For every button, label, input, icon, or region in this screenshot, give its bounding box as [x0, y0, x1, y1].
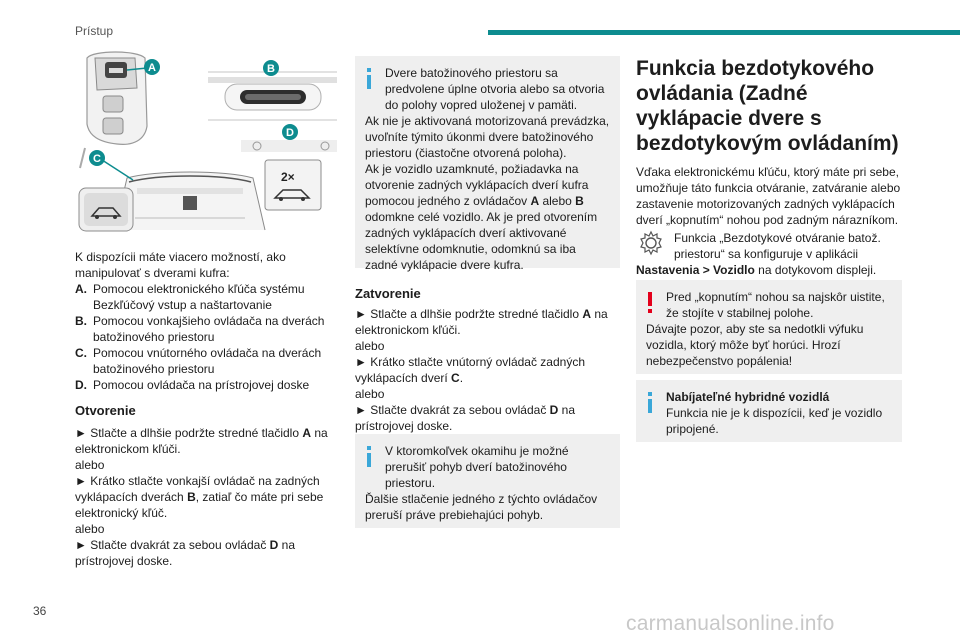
info-icon: [643, 390, 657, 414]
list-text: Pomocou elektronického kľúča systému Bezkľúčový vstup a naštartovanie: [93, 282, 305, 312]
info-text-3: [365, 161, 610, 273]
list-letter: A.: [75, 282, 87, 296]
info-text-3-post: odomkne celé vozidlo. Ak je pred otvorením zadných vyklápacích dverí aktivované selektívne odomknutie, odomknú sa iba zadné vyklápacie dvere kufra.: [365, 210, 598, 272]
interrupt-text-1: V ktoromkoľvek okamihu je možné prerušiť pohyb dverí batožinového priestoru.: [385, 444, 569, 490]
opening-heading: Otvorenie: [75, 403, 136, 418]
section-title: Funkcia bezdotykového ovládania (Zadné vyklápacie dvere s bezdotykovým ovládaním): [636, 57, 899, 155]
closing-or2: alebo: [355, 387, 385, 401]
opening-step1-bold: A: [302, 426, 312, 440]
list-text: Pomocou vnútorného ovládača na dverách batožinového priestoru: [93, 346, 322, 376]
closing-step1-post: na elektronickom kľúči.: [355, 307, 608, 337]
handsfree-intro: Vďaka elektronickému kľúču, ktorý máte pri sebe, umožňuje táto funkcia otváranie, zatváranie alebo zastavenie motorizovaných zadných vyklápacích dverí „kopnutím“ nohou pod zadným nárazníkom.: [636, 165, 901, 227]
info-text-3-mid: alebo: [539, 194, 576, 208]
closing-step2-bold: C: [451, 371, 460, 385]
callout-d-label: D: [286, 127, 294, 139]
interrupt-text-2: Ďalšie stlačenie jedného z týchto ovládačov preruší práve prebiehajúci pohyb.: [365, 492, 598, 522]
list-text: Pomocou vonkajšieho ovládača na dverách batožinového priestoru: [93, 314, 325, 344]
list-item-option-a: [75, 281, 338, 313]
closing-steps: [355, 306, 620, 434]
opening-step3-post: na prístrojovej doske.: [75, 538, 296, 568]
illustration-svg: [75, 48, 337, 233]
closing-step2-pre: ► Krátko stlačte vnútorný ovládač zadných vyklápacích dverí: [355, 355, 585, 385]
trunk-controls-illustration: [75, 48, 337, 233]
settings-pre: Funkcia „Bezdotykové otváranie batož. priestoru“ sa konfiguruje v aplikácii: [674, 231, 881, 261]
list-letter: D.: [75, 378, 87, 392]
exterior-handle-illustration: [208, 72, 337, 120]
info-text-2: Ak nie je aktivovaná motorizovaná prevádzka, uvoľníte týmito úkonmi dvere batožinového priestoru (čiastočne otvorená poloha).: [365, 114, 610, 160]
settings-post: na dotykovom displeji.: [754, 263, 877, 277]
opening-step2-bold: B: [187, 490, 196, 504]
opening-step1-pre: ► Stlačte a dlhšie podržte stredné tlačidlo: [75, 426, 303, 440]
info-text-3-b: B: [575, 194, 584, 208]
callout-a-label: A: [148, 62, 156, 74]
info-icon: [362, 444, 376, 468]
opening-step3-bold: D: [269, 538, 279, 552]
info-icon: [362, 66, 376, 90]
closing-or1: alebo: [355, 339, 385, 353]
settings-bold: Nastavenia > Vozidlo: [636, 263, 755, 277]
dashboard-buttons-illustration: [241, 140, 337, 152]
hybrid-text: Funkcia nie je k dispozícii, keď je vozidlo pripojené.: [666, 406, 883, 436]
info-box-interrupt: [355, 434, 620, 528]
button-symbol: 2×: [281, 170, 295, 184]
opening-step2-post: , zatiaľ čo máte pri sebe elektronický kľúč.: [75, 490, 324, 520]
list-letter: C.: [75, 346, 87, 360]
info-text-1: Dvere batožinového priestoru sa predvolene úplne otvoria alebo sa otvoria do polohy vopred uloženej v pamäti.: [385, 66, 605, 112]
opening-steps: [75, 425, 338, 569]
callout-a: [144, 59, 160, 75]
callout-c-label: C: [93, 153, 101, 165]
tailgate-icon: [115, 172, 265, 230]
list-item-option-c: [75, 345, 338, 377]
page-header-title: Prístup: [75, 24, 114, 38]
closing-step1-bold: A: [582, 307, 592, 321]
info-box-default-open: [355, 56, 620, 272]
closing-step3-pre: ► Stlačte dvakrát za sebou ovládač: [355, 403, 550, 417]
closing-step2-post: .: [459, 371, 464, 385]
list-item-option-b: [75, 313, 338, 345]
watermark: carmanualsonline.info: [626, 612, 835, 635]
hybrid-info-box: [636, 380, 902, 442]
list-item-option-d: [75, 377, 338, 393]
closing-step1-pre: ► Stlačte a dlhšie podržte stredné tlačidlo: [355, 307, 583, 321]
page-number: 36: [33, 604, 47, 618]
double-press-button-illustration: [265, 160, 321, 210]
header-accent-bar: [488, 30, 960, 35]
warning-icon: [643, 290, 657, 314]
info-text-3-a: A: [530, 194, 540, 208]
closing-heading: Zatvorenie: [355, 286, 421, 301]
list-letter: B.: [75, 314, 87, 328]
opening-step2-pre: ► Krátko stlačte vonkajší ovládač na zadných vyklápacích dverách: [75, 474, 320, 504]
warning-box: [636, 280, 902, 374]
callout-d: [282, 124, 298, 140]
opening-or2: alebo: [75, 522, 105, 536]
info-text-3-pre: Ak je vozidlo uzamknuté, požiadavka na otvorenie zadných vyklápacích dverí kufra pomocou jedného z ovládačov: [365, 162, 589, 208]
opening-or1: alebo: [75, 458, 105, 472]
interior-button-illustration: [79, 188, 133, 231]
intro-paragraph: K dispozícii máte viacero možností, ako manipulovať s dverami kufra:: [75, 250, 286, 280]
hybrid-heading: Nabíjateľné hybridné vozidlá: [666, 390, 830, 404]
list-text: Pomocou ovládača na prístrojovej doske: [93, 378, 310, 392]
callout-c: [89, 150, 105, 166]
callout-b: [263, 60, 279, 76]
opening-step1-post: na elektronickom kľúči.: [75, 426, 328, 456]
closing-step3-bold: D: [549, 403, 559, 417]
settings-paragraph: [636, 230, 902, 278]
closing-step3-post: na prístrojovej doske.: [355, 403, 576, 433]
warning-text-1: Pred „kopnutím“ nohou sa najskôr uistite, že stojíte v stabilnej polohe.: [666, 290, 885, 320]
opening-step3-pre: ► Stlačte dvakrát za sebou ovládač: [75, 538, 270, 552]
warning-text-2: Dávajte pozor, aby ste sa nedotkli výfuku vozidla, ktorý môže byť horúci. Hrozí nebezpečenstvo popálenia!: [646, 322, 864, 368]
callout-b-label: B: [267, 63, 275, 75]
